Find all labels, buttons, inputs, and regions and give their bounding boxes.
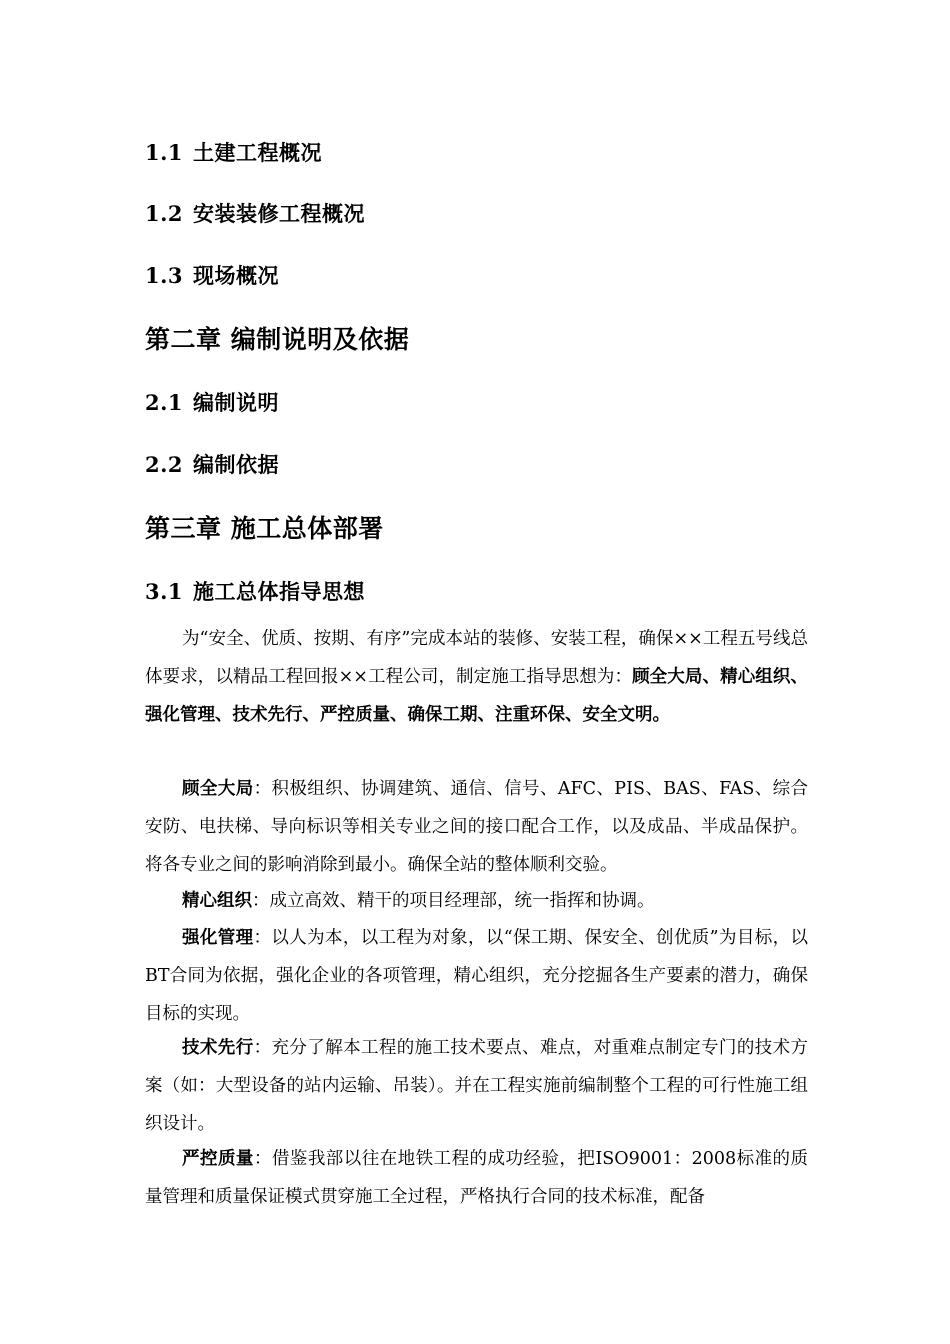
heading-text: 土建工程概况 (193, 140, 323, 165)
paragraph-overall-view (145, 771, 808, 884)
heading-2-2 (145, 451, 279, 479)
heading-1-1 (145, 139, 322, 167)
paragraph-management (145, 920, 808, 1033)
paragraph-text: 借鉴我部以往在地铁工程的成功经验，把ISO9001：2008标准的质量管理和质量保证模式贯穿施工全过程，严格执行合同的技术标准，配备 (145, 1149, 809, 1207)
heading-number: 3.1 (145, 579, 184, 604)
term-separator: ： (252, 891, 270, 911)
heading-number: 1.3 (145, 263, 184, 288)
heading-2-1 (145, 389, 279, 417)
chapter-3-title: 第三章 施工总体部署 (145, 514, 384, 543)
chapter-2-title: 第二章 编制说明及依据 (145, 325, 410, 354)
heading-3-1 (145, 578, 365, 606)
heading-number: 2.2 (145, 452, 184, 477)
intro-paragraph (145, 621, 808, 734)
heading-text: 安装装修工程概况 (193, 201, 366, 226)
heading-text: 编制说明 (193, 390, 280, 415)
paragraph-text: 为“安全、优质、按期、有序”完成本站的装修、安装工程，确保××工程五号线总体要求，以精品工程回报××工程公司，制定施工指导思想为： (145, 629, 808, 687)
term: 顾全大局 (182, 779, 254, 799)
paragraph-quality (145, 1141, 808, 1217)
term-separator: ： (253, 779, 272, 799)
term: 强化管理 (182, 928, 254, 948)
heading-text: 现场概况 (193, 263, 280, 288)
term: 精心组织 (182, 891, 252, 911)
heading-text: 编制依据 (193, 452, 280, 477)
heading-1-2 (145, 200, 365, 228)
term-separator: ： (253, 1038, 272, 1058)
paragraph-text: 充分了解本工程的施工技术要点、难点，对重难点制定专门的技术方案（如：大型设备的站内运输、吊装）。并在工程实施前编制整个工程的可行性施工组织设计。 (145, 1038, 809, 1134)
heading-number: 1.2 (145, 201, 184, 226)
paragraph-text: 积极组织、协调建筑、通信、信号、AFC、PIS、BAS、FAS、综合安防、电扶梯、导向标识等相关专业之间的接口配合工作，以及成品、半成品保护。将各专业之间的影响消除到最小。确保全站的整体顺利交验。 (145, 779, 809, 875)
paragraph-text: 以人为本，以工程为对象，以“保工期、保安全、创优质”为目标，以BT合同为依据，强化企业的各项管理，精心组织，充分挖掘各生产要素的潜力，确保目标的实现。 (145, 928, 808, 1024)
heading-1-3 (145, 262, 279, 290)
heading-number: 1.1 (145, 140, 184, 165)
heading-number: 2.1 (145, 390, 184, 415)
paragraph-text: 成立高效、精干的项目经理部，统一指挥和协调。 (269, 891, 655, 911)
term-separator: ： (253, 928, 272, 948)
guiding-principles: 顾全大局、精心组织、强化管理、技术先行、严控质量、确保工期、注重环保、安全文明。 (145, 666, 808, 725)
paragraph-technology (145, 1030, 808, 1143)
term-separator: ： (253, 1149, 272, 1169)
term: 严控质量 (182, 1149, 254, 1169)
term: 技术先行 (182, 1038, 254, 1058)
heading-text: 施工总体指导思想 (193, 579, 366, 604)
paragraph-organization (145, 883, 808, 921)
